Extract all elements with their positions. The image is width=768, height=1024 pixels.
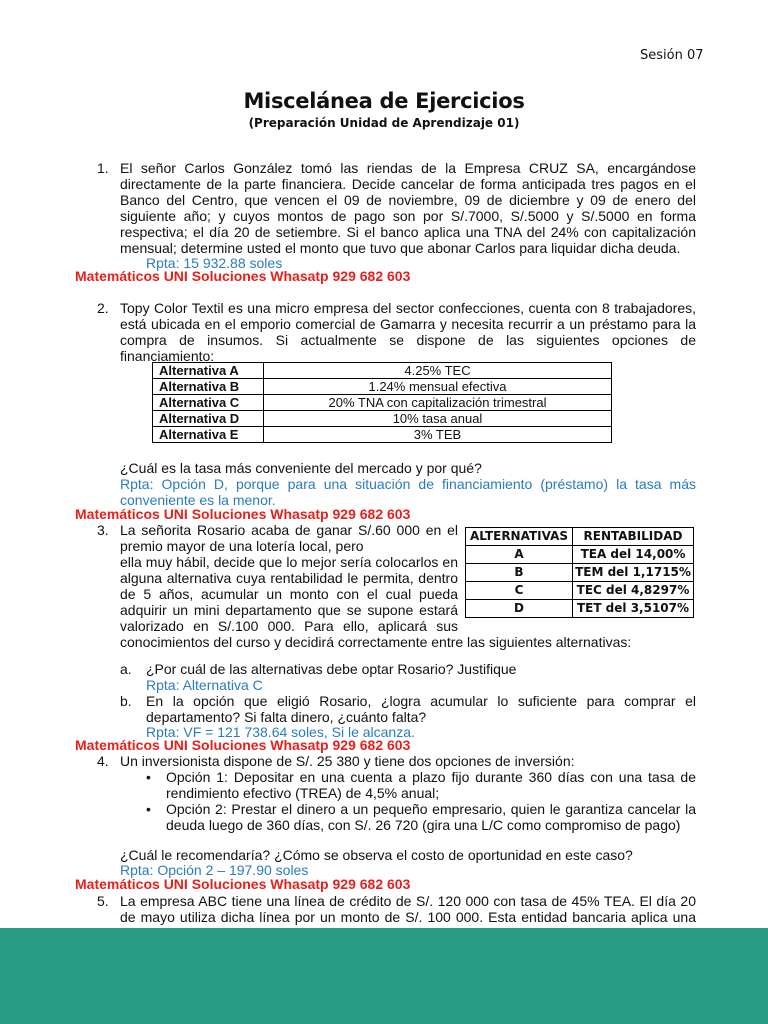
- alternative-cell: D: [466, 600, 573, 618]
- q2-number: 2.: [97, 300, 109, 316]
- table-row: [153, 427, 612, 443]
- q3-a-answer: Rpta: Alternativa C: [146, 677, 263, 693]
- q1-line: mensual; determine usted el monto que tuvo que abonar Carlos para liquidar dicha deuda.: [120, 240, 681, 256]
- q2-line: compra de insumos. Si actualmente se dispone de las siguientes opciones de: [120, 332, 696, 348]
- alternative-cell: C: [466, 582, 573, 600]
- q2-line: financiamiento:: [120, 348, 215, 364]
- q3-b-answer: Rpta: VF = 121 738.64 soles, Si le alcanza.: [146, 724, 415, 740]
- q5-line2: de mayo utiliza dicha línea por un monto de S/. 100 000. Esta entidad bancaria aplica una: [120, 909, 696, 925]
- option-rate: 3% TEB: [264, 427, 612, 443]
- table-row: [466, 582, 694, 600]
- rentability-cell: TEC del 4,8297%: [573, 582, 694, 600]
- q1-line: directamente de la parte financiera. Decide cancelar de forma anticipada tres pagos en el: [120, 176, 696, 192]
- q1-line: Banco del Centro, que vencen el 09 de noviembre, 09 de diciembre y 09 de enero del: [120, 192, 696, 208]
- option-label: Alternativa D: [153, 411, 264, 427]
- table-row: [153, 411, 612, 427]
- q2-text: [120, 300, 696, 364]
- column-header: RENTABILIDAD: [573, 528, 694, 546]
- q4-answer: Rpta: Opción 2 – 197.90 soles: [120, 862, 309, 878]
- q2-question: ¿Cuál es la tasa más conveniente del mercado y por qué?: [120, 460, 482, 476]
- q5-line1: La empresa ABC tiene una línea de crédito de S/. 120 000 con tasa de 45% TEA. El día 20: [120, 893, 696, 909]
- promo-text: Matemáticos UNI Soluciones Whasatp 929 682 603: [75, 876, 411, 892]
- q3-number: 3.: [97, 522, 109, 538]
- q1-line: siguiente año; y cuyos montos de pago son por S/.7000, S/.5000 y S/.5000 en forma: [120, 208, 696, 224]
- q4-opt1-line1: Opción 1: Depositar en una cuenta a plazo fijo durante 360 días con una tasa de: [166, 769, 696, 785]
- financing-options-table: [152, 362, 612, 443]
- alternative-cell: B: [466, 564, 573, 582]
- q5-number: 5.: [97, 893, 109, 909]
- q4-number: 4.: [97, 753, 109, 769]
- q2-line: Topy Color Textil es una micro empresa del sector confecciones, cuenta con 8 trabajadores,: [120, 300, 696, 316]
- page-subtitle: (Preparación Unidad de Aprendizaje 01): [248, 116, 520, 130]
- rentability-cell: TEA del 14,00%: [573, 546, 694, 564]
- table-row: [153, 395, 612, 411]
- option-label: Alternativa C: [153, 395, 264, 411]
- table-header-row: [466, 528, 694, 546]
- q3-line: ella muy hábil, decide que lo mejor sería colocarlos en: [120, 554, 458, 570]
- q2-answer-line1: Rpta: Opción D, porque para una situación de financiamiento (préstamo) la tasa más: [120, 476, 696, 492]
- alternative-cell: A: [466, 546, 573, 564]
- column-header: ALTERNATIVAS: [466, 528, 573, 546]
- rentability-cell: TET del 3,5107%: [573, 600, 694, 618]
- q4-opt2-line2: deuda luego de 360 días, con S/. 26 720 (gira una L/C como compromiso de pago): [166, 817, 681, 833]
- table-row: [466, 600, 694, 618]
- promo-text: Matemáticos UNI Soluciones Whasatp 929 682 603: [75, 268, 411, 284]
- rentability-table: [465, 527, 694, 618]
- q2-answer-line2: conveniente es la menor.: [120, 492, 276, 508]
- q3-line: La señorita Rosario acaba de ganar S/.60 000 en el: [120, 522, 458, 538]
- q3-line: alguna alternativa cuya rentabilidad le permita, dentro: [120, 570, 458, 586]
- table-row: [466, 564, 694, 582]
- q1-line: El señor Carlos González tomó las riendas de la Empresa CRUZ SA, encargándose: [120, 160, 696, 176]
- q2-line: está ubicada en el emporio comercial de Gamarra y necesita recurrir a un préstamo para la: [120, 316, 696, 332]
- option-rate: 1.24% mensual efectiva: [264, 379, 612, 395]
- table-row: [153, 379, 612, 395]
- q3-line: premio mayor de una lotería local, pero: [120, 538, 364, 554]
- table-row: [466, 546, 694, 564]
- q1-number: 1.: [97, 160, 109, 176]
- q3-line: adquirir un mini departamento que se supone estará: [120, 602, 458, 618]
- q3-b-line1: En la opción que eligió Rosario, ¿logra acumular lo suficiente para comprar el: [146, 693, 696, 709]
- q3-line: valorizado en S/.100 000. Para ello, aplicará sus: [120, 618, 458, 634]
- table-row: [153, 363, 612, 379]
- promo-text: Matemáticos UNI Soluciones Whasatp 929 682 603: [75, 506, 411, 522]
- bullet-icon: •: [146, 801, 151, 817]
- q4-opt1-line2: rendimiento efectivo (TREA) de 4,5% anual;: [166, 785, 440, 801]
- option-rate: 4.25% TEC: [264, 363, 612, 379]
- footer-band: [0, 928, 768, 1024]
- option-label: Alternativa A: [153, 363, 264, 379]
- option-label: Alternativa E: [153, 427, 264, 443]
- option-rate: 10% tasa anual: [264, 411, 612, 427]
- option-rate: 20% TNA con capitalización trimestral: [264, 395, 612, 411]
- promo-text: Matemáticos UNI Soluciones Whasatp 929 682 603: [75, 737, 411, 753]
- bullet-icon: •: [146, 769, 151, 785]
- q4-opt2-line1: Opción 2: Prestar el dinero a un pequeño empresario, quien le garantiza cancelar la: [166, 801, 696, 817]
- page-title: Miscelánea de Ejercicios: [243, 89, 525, 113]
- q4-intro: Un inversionista dispone de S/. 25 380 y tiene dos opciones de inversión:: [120, 753, 575, 769]
- q1-line: respectiva; el día 20 de setiembre. Si el banco aplica una TNA del 24% con capitalización: [120, 224, 696, 240]
- q3-line: de 5 años, acumular un monto con el cual pueda: [120, 586, 458, 602]
- q4-question: ¿Cuál le recomendaría? ¿Cómo se observa el costo de oportunidad en este caso?: [120, 847, 633, 863]
- q3-text: [120, 522, 458, 634]
- q3-b-label: b.: [120, 693, 132, 709]
- q3-a-label: a.: [120, 661, 132, 677]
- session-label: Sesión 07: [640, 48, 704, 63]
- q1-answer: Rpta: 15 932.88 soles: [146, 255, 283, 271]
- q3-b-line2: departamento? Si falta dinero, ¿cuánto falta?: [146, 709, 427, 725]
- option-label: Alternativa B: [153, 379, 264, 395]
- rentability-cell: TEM del 1,1715%: [573, 564, 694, 582]
- q3-a-text: ¿Por cuál de las alternativas debe optar Rosario? Justifique: [146, 661, 517, 677]
- q1-text: [120, 160, 696, 256]
- q3-line-full: conocimientos del curso y decidirá correctamente entre las siguientes alternativas:: [120, 634, 632, 650]
